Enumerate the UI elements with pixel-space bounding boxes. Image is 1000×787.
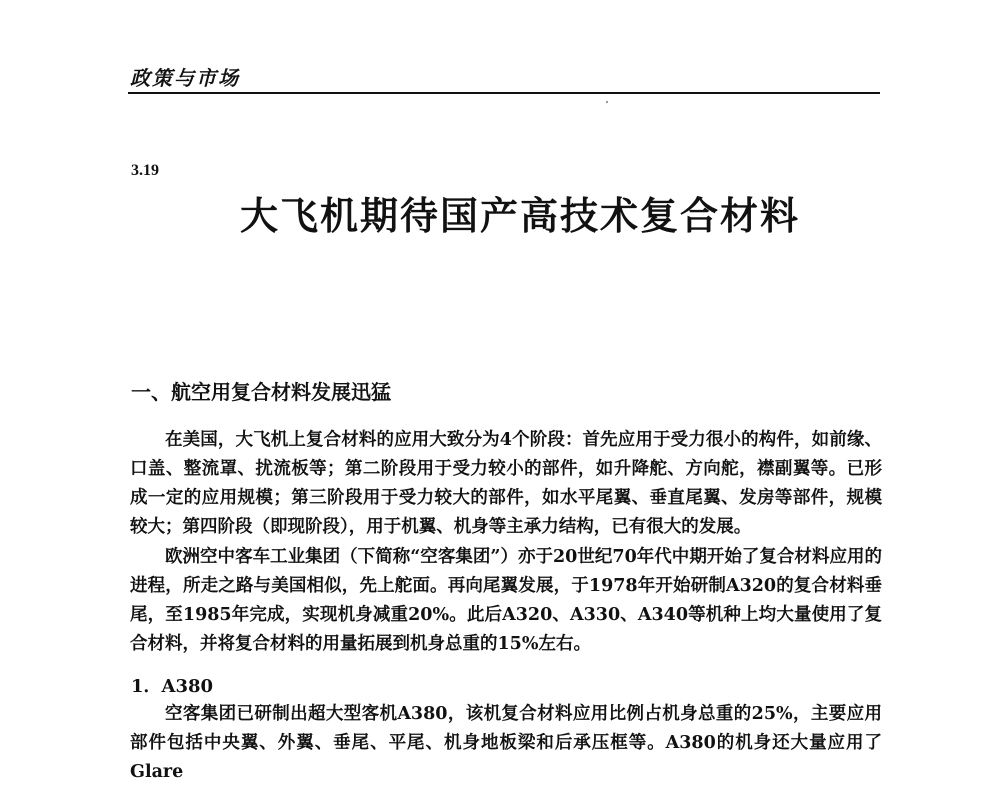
subsection-heading: 1．A380 xyxy=(131,676,214,697)
body-paragraph: 空客集团已研制出超大型客机A380，该机复合材料应用比例占机身总重的25%，主要应用部件包括中央翼、外翼、垂尾、平尾、机身地板梁和后承压框等。A380的机身还大量应用了Glare xyxy=(130,704,882,782)
body-paragraph: 在美国，大飞机上复合材料的应用大致分为4个阶段：首先应用于受力很小的构件，如前缘、口盖、整流罩、扰流板等；第二阶段用于受力较小的部件，如升降舵、方向舵，襟副翼等。已形成一定的应用规模；第三阶段用于受力较大的部件，如水平尾翼、垂直尾翼、发房等部件，规模较大；第四阶段（即现阶段），用于机翼、机身等主承力结构，已有很大的发展。 xyxy=(130,430,882,537)
section-number: 3.19 xyxy=(131,162,159,179)
section-heading: 一、航空用复合材料发展迅猛 xyxy=(131,380,391,404)
article-title: 大飞机期待国产高技术复合材料 xyxy=(240,193,801,238)
body-paragraph: 欧洲空中客车工业集团（下简称“空客集团”）亦于20世纪70年代中期开始了复合材料应用的进程，所走之路与美国相似，先上舵面。再向尾翼发展，于1978年开始研制A320的复合材料垂尾，至1985年完成，实现机身减重20%。此后A320、A330、A340等机种上均大量使用了复合材料，并将复合材料的用量拓展到机身总重的15%左右。 xyxy=(130,547,882,654)
scan-speck xyxy=(606,101,608,103)
header-rule xyxy=(128,92,880,94)
running-header: 政策与市场 xyxy=(130,66,240,90)
